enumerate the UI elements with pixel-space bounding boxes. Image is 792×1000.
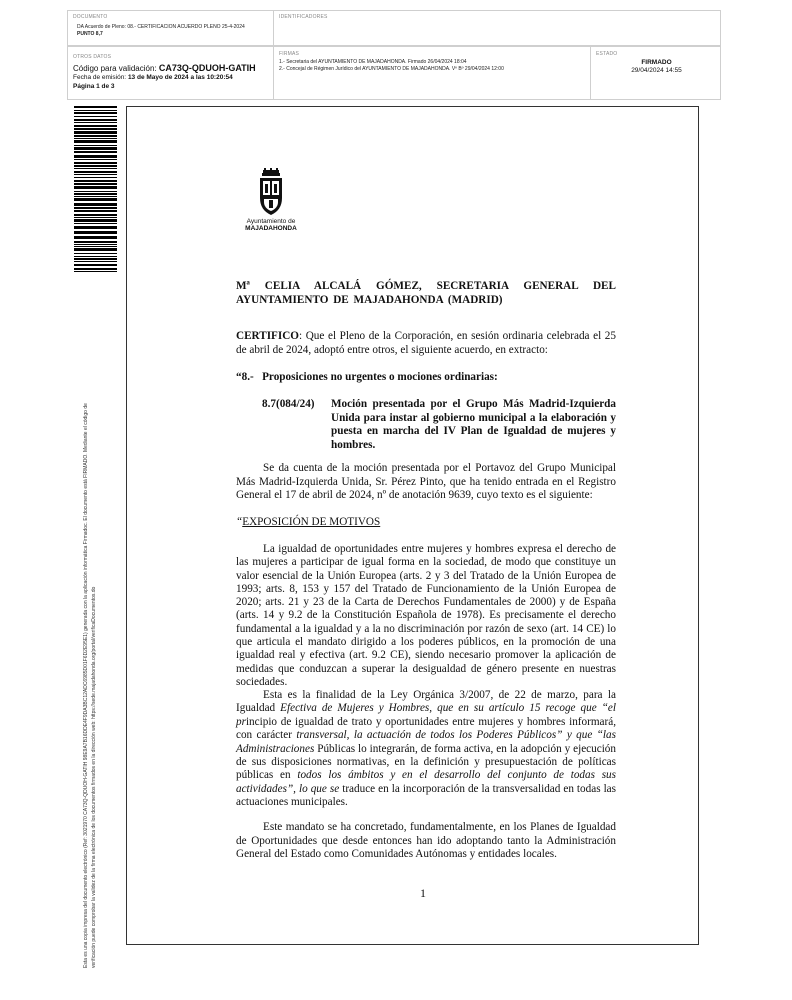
para3-g: traduce en la incorporación de la transversalidad en todas las actuaciones municipales. [236, 782, 616, 809]
barcode-bar [74, 268, 117, 270]
paragraph-1: Se da cuenta de la moción presentada por el Portavoz del Grupo Municipal Más Madrid-Izquierda Unida, Sr. Pérez Pinto, que ha tenido entrada en el Registro General el 17 de abril de 2024, nº de anotación 9639, cuyo texto es el siguiente: [236, 462, 616, 502]
barcode-bar [74, 151, 117, 153]
exposicion-heading [236, 516, 380, 528]
barcode-bar [74, 159, 117, 160]
estado-caption: ESTADO [596, 51, 618, 57]
barcode-bar [74, 177, 117, 178]
header-documento-cell [67, 10, 274, 46]
estado-value: FIRMADO [641, 59, 672, 66]
side-verification-line1: Esta es una copia impresa del documento electrónico (Ref: 3021970 CA73Q-QDUOH-GATIH 98E9A7B16DDE4F9DA3BC12ADC6985D01F6D2E95E1) generada con la aplicación informática Firmadoc. El documento está FIRMADO. Mediante el código de [83, 403, 89, 968]
barcode-bar [74, 174, 117, 175]
para3-f: todos los ámbitos y en el desarrollo del conjunto de todas sus actividades”, lo que se [236, 769, 617, 795]
barcode-bar [74, 145, 117, 146]
document-page [126, 106, 699, 945]
firmas-caption: FIRMAS [279, 51, 300, 57]
barcode-bar [74, 165, 117, 167]
barcode-bar [74, 210, 117, 212]
barcode-bar [74, 196, 117, 197]
barcode-bar [74, 183, 117, 185]
barcode-bar [74, 168, 117, 169]
barcode-bar [74, 226, 117, 229]
barcode-bar [74, 271, 117, 272]
para3-c: incipio de igualdad de trato y oportunidades entre mujeres y hombres informará, con carácter [236, 715, 616, 742]
certifico-paragraph [236, 330, 616, 357]
barcode-bar [74, 135, 117, 137]
item-number: 8.7(084/24) [262, 398, 315, 410]
barcode-bar [74, 119, 117, 121]
header-firmas-cell [273, 46, 591, 100]
barcode-bar [74, 106, 117, 108]
pagina-label: Página 1 de 3 [73, 83, 115, 90]
documento-caption: DOCUMENTO [73, 14, 108, 20]
barcode-bar [74, 219, 117, 222]
barcode-bar [74, 147, 117, 150]
header-identificadores-cell [273, 10, 721, 46]
codigo-row [73, 63, 256, 73]
para3-a: Esta es la finalidad de la Ley Orgánica 3/2007, de 22 de marzo, para la Igualdad [236, 689, 616, 715]
barcode-bar [74, 207, 117, 209]
item-text: Moción presentada por el Grupo Más Madrid-Izquierda Unida para instar al gobierno municipal a la elaboración y puesta en marcha del IV Plan de Igualdad de mujeres y hombres. [331, 398, 616, 451]
coat-of-arms-icon [254, 168, 288, 216]
barcode-bar [74, 261, 117, 262]
logo-line2: MAJADAHONDA [245, 225, 297, 232]
barcode-bar [74, 231, 117, 234]
paragraph-3 [236, 689, 616, 810]
barcode-bar [74, 110, 117, 111]
barcode-bar [74, 264, 117, 266]
barcode-bar [74, 155, 117, 158]
header-estado-cell [590, 46, 721, 100]
fecha-label: Fecha de emisión: [73, 74, 127, 81]
side-verification-line2: verificación puede comprobar la validez de la firma electrónica de los documentos firmados en la dirección web: https://sede.majadahonda.org/portal/verificaDocumentos.do [91, 586, 97, 968]
barcode-bar [74, 203, 117, 206]
firma-1: 1.- Secretaria del AYUNTAMIENTO DE MAJADAHONDA. Firmado 26/04/2024 18:04 [279, 59, 467, 65]
logo-line1: Ayuntamiento de [246, 218, 296, 225]
exposicion-quote: “ [236, 516, 243, 528]
para3-b: Efectiva de Mujeres y Hombres, que en su artículo 15 recoge que “el pr [236, 702, 617, 728]
municipal-logo [236, 168, 306, 232]
certifico-text: : Que el Pleno de la Corporación, en sesión ordinaria celebrada el 25 de abril de 2024, adoptó entre otros, el siguiente acuerdo, en extracto: [236, 330, 616, 356]
fecha-row [73, 74, 233, 81]
otros-caption: OTROS DATOS [73, 54, 112, 60]
barcode-bar [74, 236, 117, 239]
barcode-bar [74, 140, 117, 143]
barcode-bar [74, 246, 117, 247]
exposicion-title: EXPOSICIÓN DE MOTIVOS [242, 516, 381, 528]
para3-e: Públicas lo integrarán, de forma activa, en la adopción y ejecución de sus disposiciones normativas, en la definición y presupuestación de políticas públicas en [236, 742, 616, 782]
barcode-bar [74, 138, 117, 139]
barcode-bar [74, 248, 117, 251]
barcode-bar [74, 162, 117, 164]
para3-d: transversal, la actuación de todos los Poderes Públicos” y que “las Administraciones [236, 729, 616, 755]
firma-2: 2.- Concejal de Régimen Jurídico del AYUNTAMIENTO DE MAJADAHONDA. Vº Bº 29/04/2024 12:00 [279, 66, 504, 72]
fecha-value: 13 de Mayo de 2024 a las 10:20:54 [127, 74, 233, 81]
barcode-bar [74, 186, 117, 189]
barcode-bar [74, 122, 117, 123]
identificadores-caption: IDENTIFICADORES [279, 14, 328, 20]
paragraph-2: La igualdad de oportunidades entre mujeres y hombres expresa el derecho de las mujeres a participar de igual forma en la sociedad, de modo que constituye un valor esencial de la Unión Europea (arts. 2 y 3 del Tratado de la Unión Europea de 1993; arts. 8, 153 y 157 del Tratado de Funcionamiento de la Unión Europea de 2020; arts. 21 y 23 de la Carta de Derechos Fundamentales de 2000) y de España (arts. 14 y 9.2 de la Constitución Española de 1978). Es precisamente el derecho fundamental a la igualdad y a la no discriminación por razón de sexo (art. 14 CE) lo que articula el mandato dirigido a los poderes públicos, en la promoción de una igualdad real y efectiva (art. 9.2 CE), siendo necesario promover la aplicación de medidas que conduzcan a superar la desigualdad de género presente en nuestras sociedades. [236, 543, 616, 688]
codigo-label: Código para validación: [73, 64, 157, 73]
barcode-bar [74, 253, 117, 254]
barcode [74, 106, 117, 274]
barcode-bar [74, 125, 117, 127]
documento-line1: DA Acuerdo de Pleno: 08.- CERTIFICACION ACUERDO PLENO 25-4-2024 [77, 24, 245, 30]
page-number: 1 [420, 886, 426, 900]
barcode-bar [74, 131, 117, 134]
documento-line2: PUNTO 8,7 [77, 31, 103, 37]
barcode-bar [74, 171, 117, 173]
header-otros-cell [67, 46, 274, 100]
estado-date: 29/04/2024 14:55 [631, 67, 682, 74]
barcode-bar [74, 191, 117, 192]
codigo-value[interactable]: CA73Q-QDUOH-GATIH [158, 63, 256, 73]
barcode-bar [74, 258, 117, 260]
barcode-bar [74, 256, 117, 257]
barcode-bar [74, 198, 117, 201]
barcode-bar [74, 244, 117, 245]
section-title: “8.- Proposiciones no urgentes o mociones ordinarias: [236, 371, 498, 383]
barcode-bar [74, 217, 117, 218]
barcode-bar [74, 180, 117, 182]
barcode-bar [74, 214, 117, 216]
barcode-bar [74, 241, 117, 243]
certifico-label: CERTIFICO [236, 330, 300, 342]
document-heading: Mª CELIA ALCALÁ GÓMEZ, SECRETARIA GENERAL DEL AYUNTAMIENTO DE MAJADAHONDA (MADRID) [236, 280, 616, 306]
barcode-bar [74, 128, 117, 130]
barcode-bar [74, 112, 117, 114]
barcode-bar [74, 223, 117, 224]
barcode-bar [74, 193, 117, 195]
paragraph-4: Este mandato se ha concretado, fundamentalmente, en los Planes de Igualdad de Oportunidades que desde entonces han ido adoptando tanto la Administración General del Estado como Comunidades Autónomas y entidades locales. [236, 821, 616, 861]
barcode-bar [74, 116, 117, 117]
